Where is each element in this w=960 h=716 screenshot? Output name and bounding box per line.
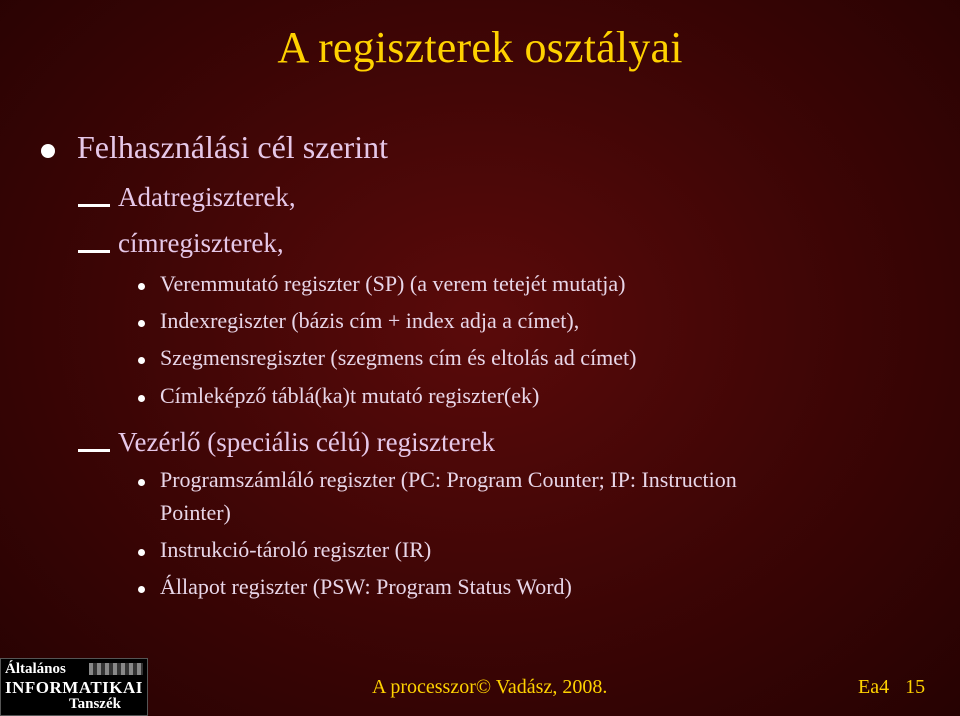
footer-copyright: A processzor© Vadász, 2008. (372, 676, 608, 698)
bullet-icon (138, 549, 145, 556)
bullet-level3-continuation: Pointer) (160, 500, 231, 525)
bullet-level2: Vezérlő (speciális célú) regiszterek (118, 427, 496, 457)
department-logo (0, 658, 148, 716)
bullet-level3: Szegmensregiszter (szegmens cím és eltolás ad címet) (160, 345, 637, 370)
dash-icon (78, 449, 110, 452)
slide-footer (0, 656, 960, 716)
bullet-level3: Állapot regiszter (PSW: Program Status Word) (160, 574, 572, 599)
bullet-level2: címregiszterek, (118, 228, 284, 258)
bullet-icon (138, 283, 145, 290)
lecture-label: Ea4 (858, 676, 890, 698)
bullet-level3: Indexregiszter (bázis cím + index adja a címet), (160, 308, 580, 333)
page-number: 15 (905, 676, 926, 698)
bullet-level3: Veremmutató regiszter (SP) (a verem tetejét mutatja) (160, 271, 626, 296)
logo-line3: Tanszék (69, 696, 121, 712)
dash-icon (78, 204, 110, 207)
footer-page-info (858, 676, 925, 699)
bullet-icon (138, 357, 145, 364)
bullet-icon (138, 395, 145, 402)
bullet-level3: Instrukció-tároló regiszter (IR) (160, 537, 432, 562)
bullet-icon (138, 586, 145, 593)
bullet-icon (138, 479, 145, 486)
bullet-icon (41, 144, 55, 158)
bullet-level3: Címleképző táblá(ka)t mutató regiszter(ek) (160, 383, 540, 408)
logo-line1: Általános (5, 661, 66, 677)
bullet-level3: Programszámláló regiszter (PC: Program Counter; IP: Instruction (160, 467, 737, 492)
bullet-level2: Adatregiszterek, (118, 182, 296, 212)
bullet-level1: Felhasználási cél szerint (77, 129, 388, 165)
logo-line2: INFORMATIKAI (5, 678, 143, 697)
bullet-icon (138, 320, 145, 327)
logo-decoration (89, 663, 143, 675)
dash-icon (78, 250, 110, 253)
slide-title: A regiszterek osztályai (277, 23, 683, 72)
